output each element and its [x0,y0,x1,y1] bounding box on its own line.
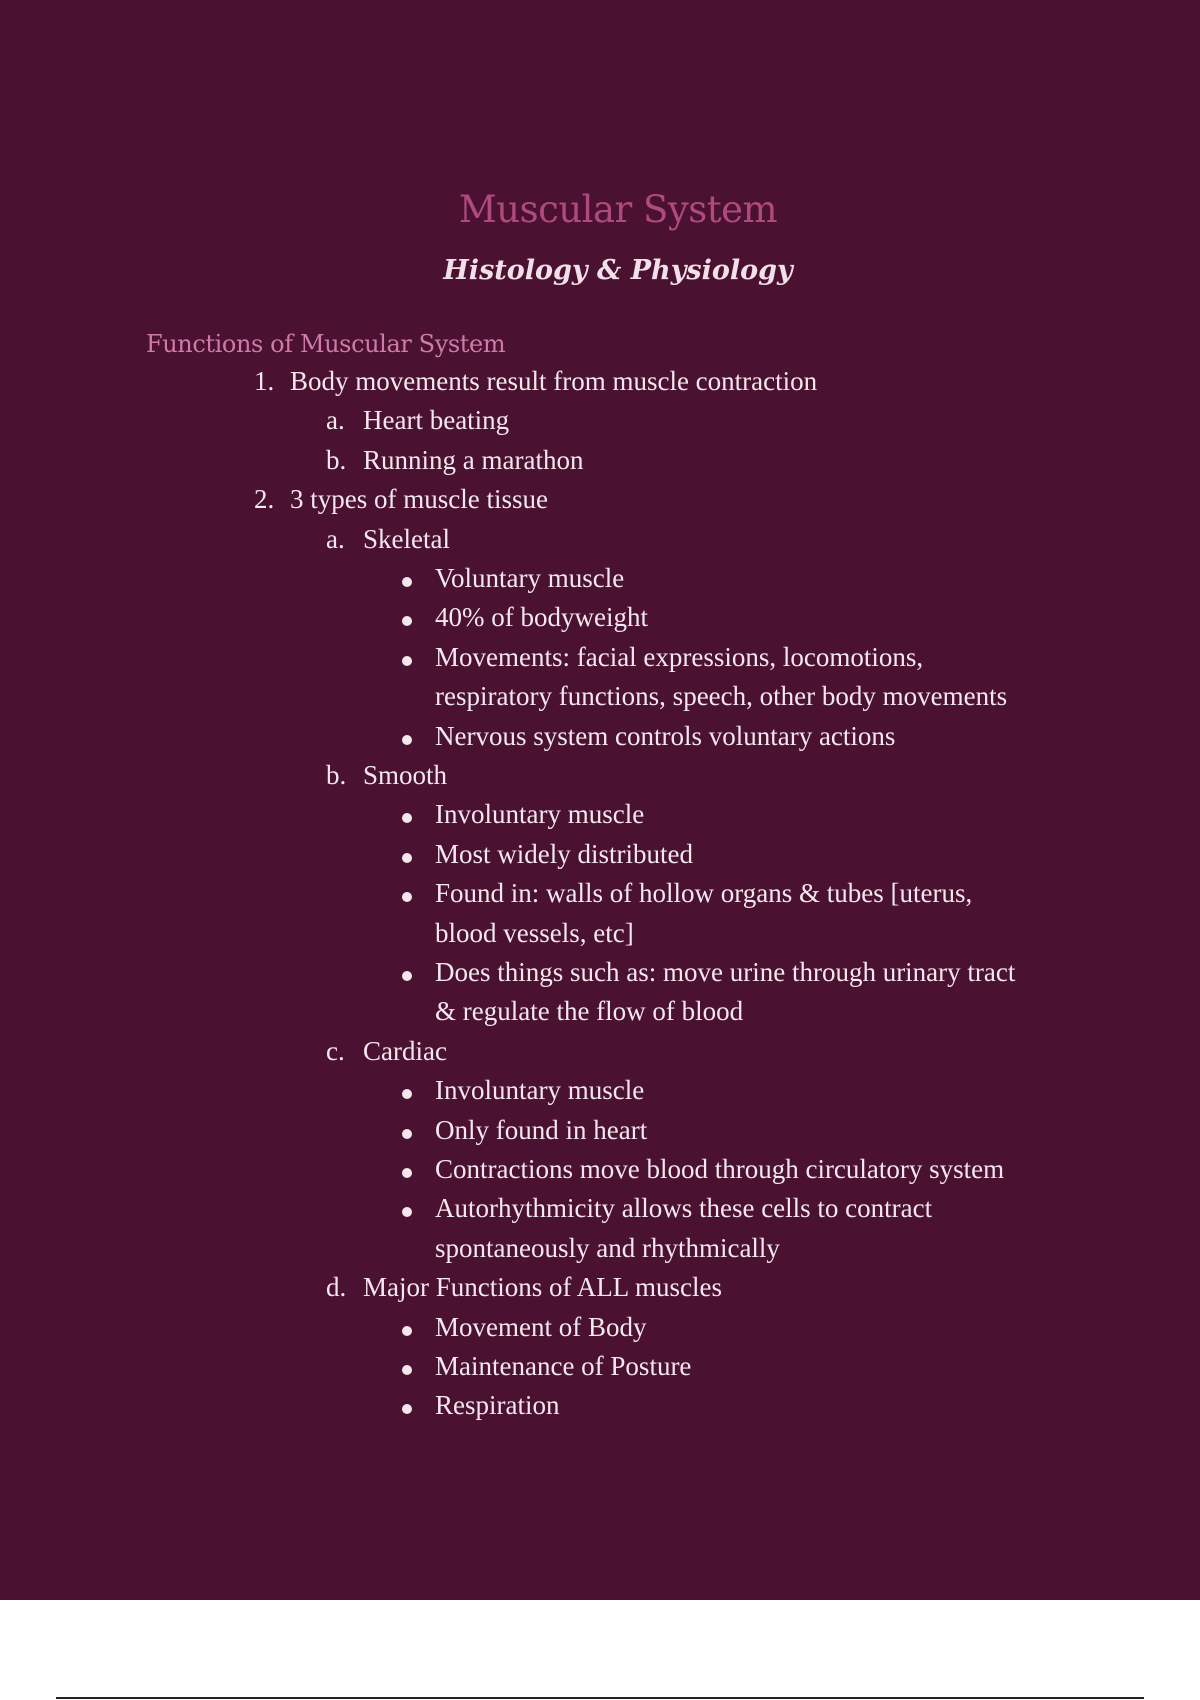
bullet-icon [402,892,412,902]
list-letter: b. [326,444,347,475]
sub-list-item: Smooth [363,760,448,790]
bullet-icon [402,853,412,863]
list-letter: d. [326,1272,347,1303]
bullet-item: Does things such as: move urine through urinary tract [435,957,1016,987]
bullet-item: Maintenance of Posture [435,1351,692,1381]
bullet-icon [402,656,412,666]
list-letter: b. [326,760,347,790]
bullet-icon [402,813,412,823]
bullet-item: Contractions move blood through circulatory system [435,1154,1005,1184]
bullet-item: Movements: facial expressions, locomotions, [435,641,924,672]
bullet-item: Autorhythmicity allows these cells to contract [435,1193,933,1224]
bullet-item: spontaneously and rhythmically [435,1232,780,1263]
document-subtitle: Histology & Physiology [443,255,793,286]
sub-list-item: Major Functions of ALL muscles [363,1272,722,1303]
footer-divider [56,1697,1144,1699]
bullet-item: Involuntary muscle [435,1075,645,1106]
bullet-item: blood vessels, etc] [435,917,634,948]
bullet-item: Movement of Body [435,1311,647,1342]
bullet-icon [402,1404,412,1414]
bullet-item: Involuntary muscle [435,799,645,830]
bullet-icon [402,577,412,587]
bullet-icon [402,1326,412,1336]
sub-list-item: Running a marathon [363,444,584,475]
bullet-item: Found in: walls of hollow organs & tubes [uterus, [435,878,973,909]
bullet-item: 40% of bodyweight [435,602,648,633]
bullet-item: Respiration [435,1390,560,1421]
bullet-icon [402,1089,412,1099]
list-item: 3 types of muscle tissue [290,484,548,515]
bullet-icon [402,616,412,626]
sub-list-item: Heart beating [363,405,510,436]
bullet-icon [402,1365,412,1375]
bullet-icon [402,1168,412,1178]
list-letter: a. [326,405,345,436]
sub-list-item: Cardiac [363,1035,447,1066]
list-number: 1. [254,366,275,396]
document-title: Muscular System [458,188,778,231]
bullet-icon [402,1129,412,1139]
bullet-item: Only found in heart [435,1114,648,1145]
sub-list-item: Skeletal [363,523,450,554]
bullet-item: Nervous system controls voluntary actions [435,720,896,751]
bullet-icon [402,735,412,745]
list-letter: c. [326,1035,345,1066]
list-item: Body movements result from muscle contraction [290,366,818,396]
bullet-item: & regulate the flow of blood [435,996,744,1027]
bullet-item: Voluntary muscle [435,563,625,593]
bullet-icon [402,1207,412,1217]
section-heading: Functions of Muscular System [146,330,506,358]
list-letter: a. [326,523,345,554]
bullet-item: respiratory functions, speech, other body movements [435,681,1008,712]
bullet-item: Most widely distributed [435,838,693,869]
bullet-icon [402,971,412,981]
list-number: 2. [254,484,275,515]
